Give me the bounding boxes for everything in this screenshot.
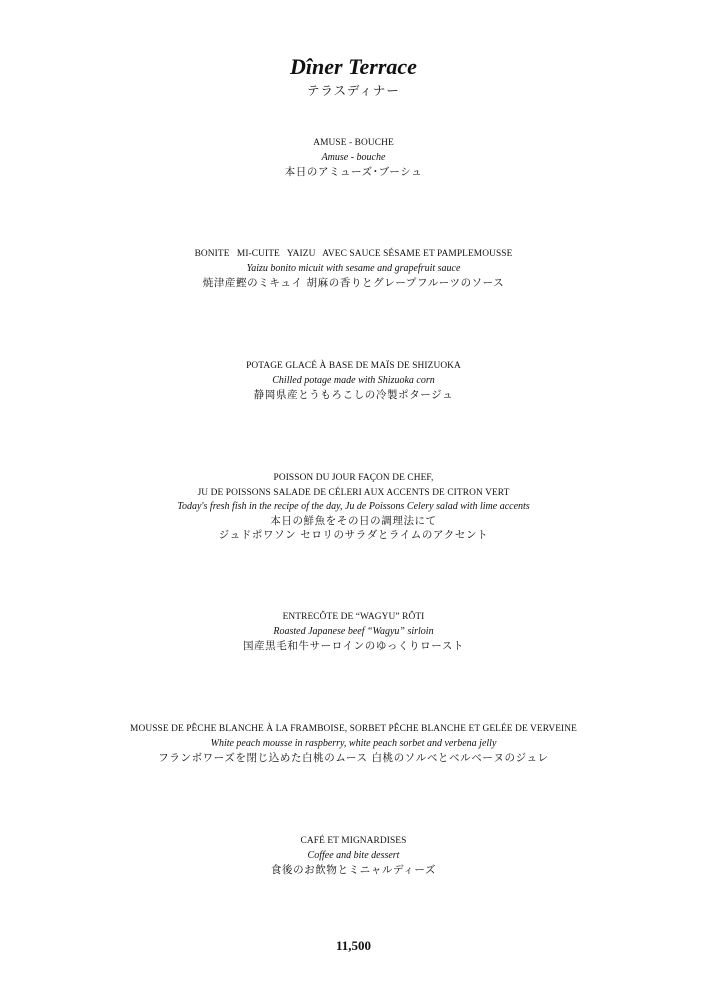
course-bonito	[0, 247, 707, 290]
course-amuse-bouche	[0, 136, 707, 179]
menu-subtitle: テラスディナー	[307, 83, 400, 98]
course-name-japanese-line-2: ジュドポワソン セロリのサラダとライムのアクセント	[218, 529, 489, 541]
course-name-japanese: 国産黒毛和牛サーロインのゆっくりロースト	[242, 639, 465, 652]
course-cafe-mignardises	[0, 834, 707, 877]
course-name-english: Chilled potage made with Shizuoka corn	[272, 374, 435, 386]
course-name-french-line-2: JU DE POISSONS SALADE DE CÉLERI AUX ACCENTS DE CITRON VERT	[197, 487, 510, 498]
course-name-japanese: 食後のお飲物とミニャルディーズ	[270, 863, 437, 876]
course-name-french: POISSON DU JOUR FAÇON DE CHEF,	[273, 473, 434, 483]
course-wagyu	[0, 610, 707, 653]
menu-title: Dîner Terrace	[290, 54, 417, 79]
course-name-english: Today's fresh fish in the recipe of the day, Ju de Poissons Celery salad with lime accents	[177, 501, 530, 512]
course-name-french: CAFÉ ET MIGNARDISES	[300, 836, 407, 846]
course-name-japanese: フランボワーズを閉じ込めた白桃のムース 白桃のソルベとベルベーヌのジュレ	[158, 751, 549, 764]
course-potage	[0, 359, 707, 402]
course-name-japanese: 焼津産鰹のミキュイ 胡麻の香りとグレープフルーツのソース	[202, 276, 505, 289]
course-name-french: AMUSE - BOUCHE	[313, 138, 394, 148]
course-name-japanese: 本日のアミューズ･ブーシュ	[284, 165, 423, 178]
course-name-english: Amuse - bouche	[321, 151, 386, 163]
course-name-english: Yaizu bonito micuit with sesame and grapefruit sauce	[246, 262, 461, 274]
course-name-japanese: 本日の鮮魚をその日の調理法にて	[270, 515, 437, 527]
course-name-french: BONITE MI-CUITE YAIZU AVEC SAUCE SÉSAME ET PAMPLEMOUSSE	[194, 249, 513, 259]
menu-price: 11,500	[335, 938, 372, 953]
course-name-english: White peach mousse in raspberry, white peach sorbet and verbena jelly	[210, 737, 497, 749]
course-name-french: POTAGE GLACÉ À BASE DE MAÏS DE SHIZUOKA	[246, 361, 461, 371]
course-name-english: Coffee and bite dessert	[307, 849, 400, 861]
course-name-japanese: 静岡県産とうもろこしの冷製ポタージュ	[253, 388, 454, 401]
menu-header	[0, 54, 707, 100]
course-peach-mousse	[0, 722, 707, 765]
course-fish	[0, 471, 707, 542]
course-name-french: MOUSSE DE PÊCHE BLANCHE À LA FRAMBOISE, SORBET PÊCHE BLANCHE ET GELÉE DE VERVEINE	[130, 724, 577, 734]
course-name-french: ENTRECÔTE DE “WAGYU” RÔTI	[282, 612, 425, 622]
course-name-english: Roasted Japanese beef “Wagyu” sirloin	[273, 625, 434, 637]
